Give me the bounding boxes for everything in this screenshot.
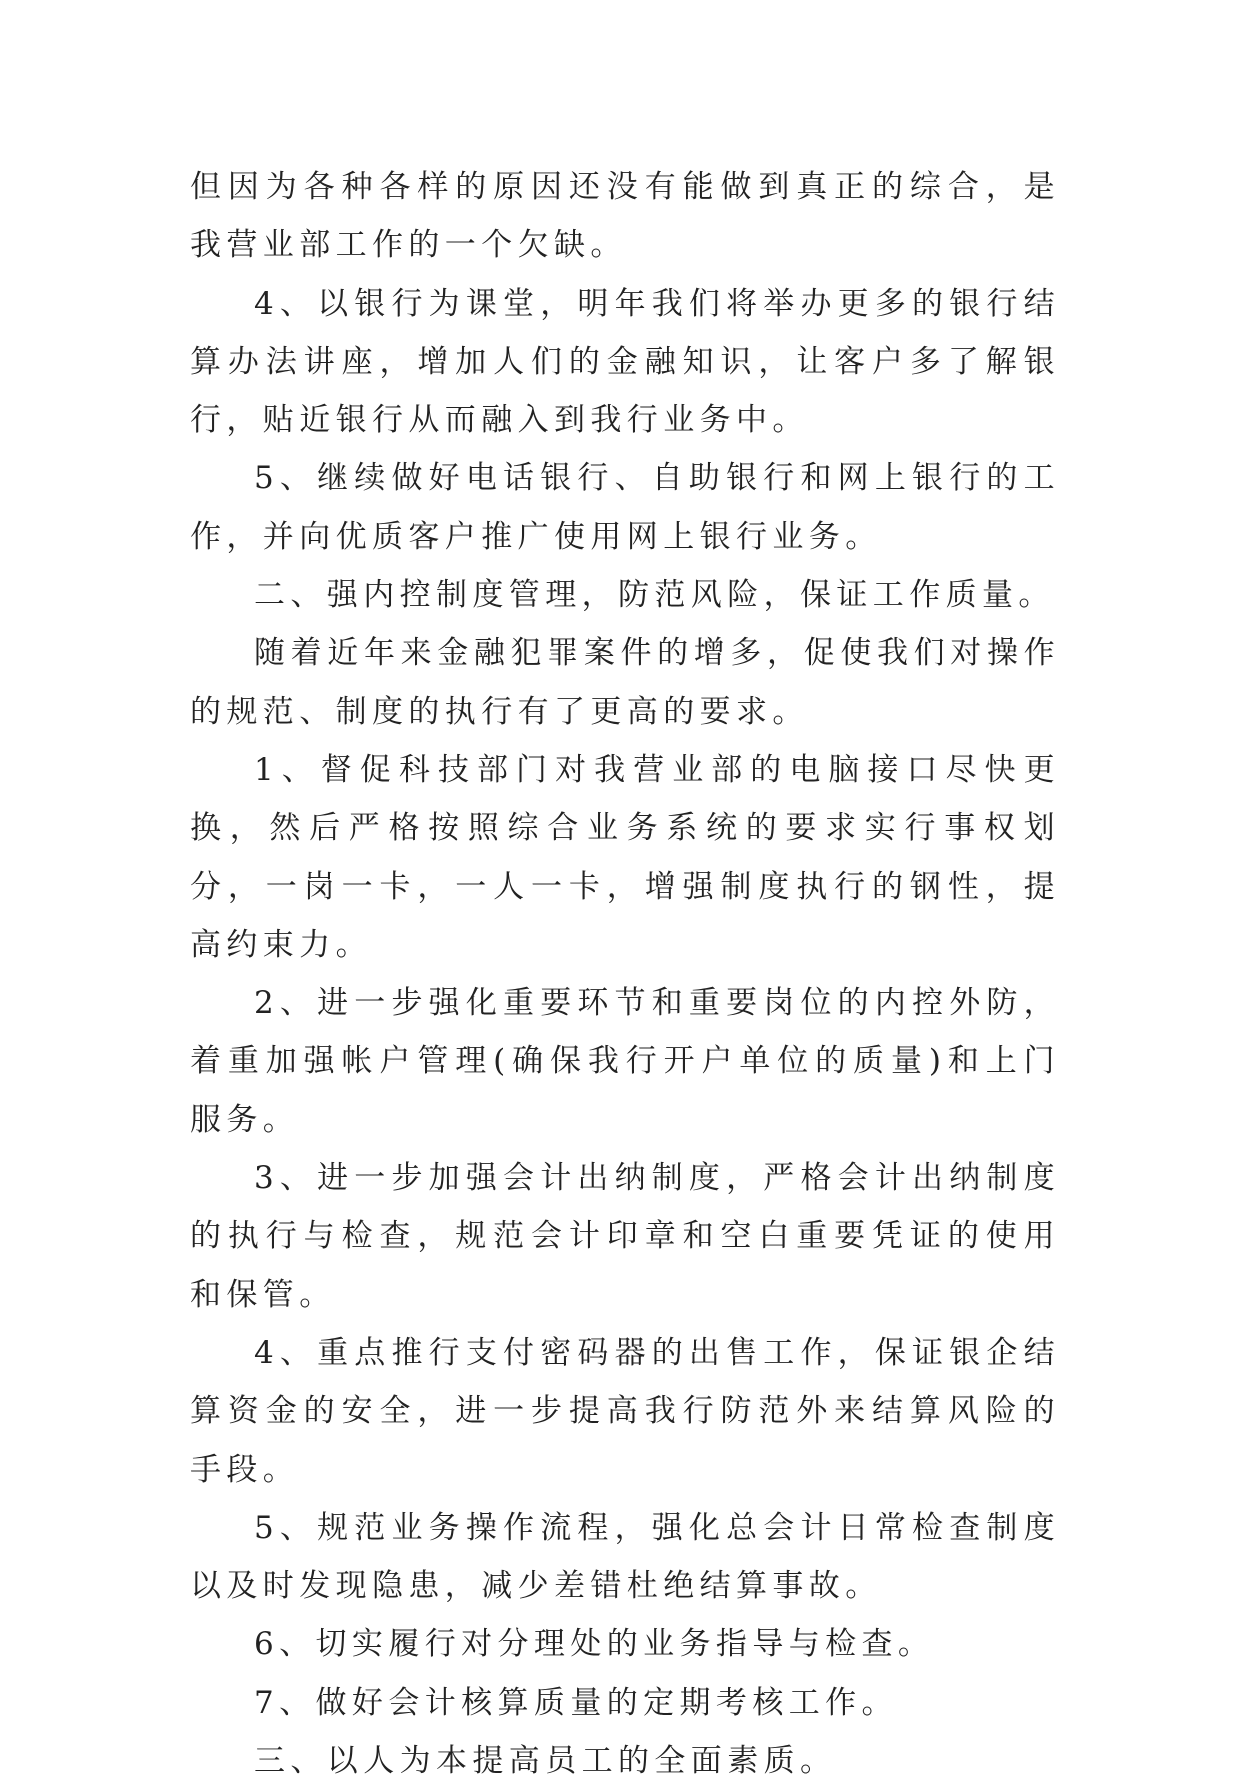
paragraph: 4、以银行为课堂，明年我们将举办更多的银行结算办法讲座，增加人们的金融知识，让客户多了解银行，贴近银行从而融入到我行业务中。: [190, 285, 1060, 439]
paragraph: 5、继续做好电话银行、自助银行和网上银行的工作，并向优质客户推广使用网上银行业务。: [190, 460, 1060, 555]
paragraph: 1、督促科技部门对我营业部的电脑接口尽快更换，然后严格按照综合业务系统的要求实行事权划分，一岗一卡，一人一卡，增强制度执行的钢性，提高约束力。: [190, 751, 1060, 963]
section-heading: 二、强内控制度管理，防范风险，保证工作质量。: [254, 577, 1055, 614]
paragraph: 6、切实履行对分理处的业务指导与检查。: [254, 1626, 935, 1663]
paragraph: 5、规范业务操作流程，强化总会计日常检查制度以及时发现隐患，减少差错杜绝结算事故。: [190, 1509, 1060, 1605]
section-heading: 三、以人为本提高员工的全面素质。: [254, 1743, 837, 1780]
paragraph: 7、做好会计核算质量的定期考核工作。: [254, 1684, 898, 1721]
paragraph: 3、进一步加强会计出纳制度，严格会计出纳制度的执行与检查，规范会计印章和空白重要凭证的使用和保管。: [190, 1160, 1060, 1313]
document-body: [190, 158, 1060, 1790]
paragraph: 但因为各种各样的原因还没有能做到真正的综合，是我营业部工作的一个欠缺。: [190, 169, 1060, 264]
paragraph: 4、重点推行支付密码器的出售工作，保证银企结算资金的安全，进一步提高我行防范外来结算风险的手段。: [190, 1334, 1060, 1488]
paragraph: 随着近年来金融犯罪案件的增多，促使我们对操作的规范、制度的执行有了更高的要求。: [190, 635, 1060, 730]
paragraph: 2、进一步强化重要环节和重要岗位的内控外防，着重加强帐户管理(确保我行开户单位的质量)和上门服务。: [190, 985, 1060, 1138]
